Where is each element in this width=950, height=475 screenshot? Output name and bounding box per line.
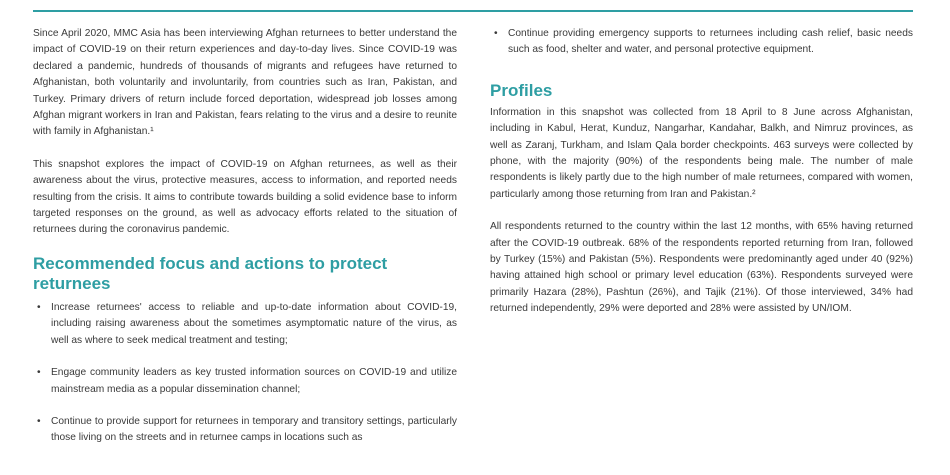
list-item-text: Engage community leaders as key trusted information sources on COVID-19 and utilize mainstream media as a popular dissemination channel; — [51, 367, 457, 395]
bullet-icon: • — [37, 367, 41, 379]
list-item — [33, 414, 457, 447]
list-item-text: Continue to provide support for returnees in temporary and transitory settings, particularly those living on the streets and in returnee camps in locations such as — [51, 415, 457, 444]
recommended-list-continued — [490, 26, 913, 59]
recommended-list — [33, 300, 457, 447]
list-item — [33, 365, 457, 398]
list-item — [490, 26, 913, 59]
intro-paragraph-1: Since April 2020, MMC Asia has been interviewing Afghan returnees to better understand the impact of COVID-19 on their return experiences and day-to-day lives. Since COVID-19 was declared a pandemic, hundreds of thousands of migrants and refugees have returned to Afghanistan, both voluntarily and involuntarily, from countries such as Iran, Pakistan, and Turkey. Primary drivers of return include forced deportation, widespread job losses among Afghan migrant workers in Iran and Pakistan, fears relating to the virus and a desire to reunite with family in Afghanistan.¹ — [33, 28, 457, 138]
right-column — [490, 26, 913, 318]
intro-paragraph-2: This snapshot explores the impact of COVID-19 on Afghan returnees, as well as their awareness about the virus, protective measures, access to information, and reported needs resulting from the crisis. It aims to contribute towards building a solid evidence base to inform targeted responses on the ground, as well as advocacy efforts related to the situation of returnees during the coronavirus pandemic. — [33, 158, 457, 236]
bullet-icon: • — [37, 415, 41, 427]
profiles-paragraph-1: Information in this snapshot was collected from 18 April to 8 June across Afghanistan, including in Kabul, Herat, Kunduz, Nangarhar, Kandahar, Balkh, and Nimruz provinces, as well as Zaranj, Turkham, and Islam Qala border checkpoints. 463 surveys were collected by phone, with the majority (90%) of the respondents being male. The number of male respondents is likely partly due to the high number of male returnees, compared with women, particularly among those returning from Iran and Pakistan.² — [490, 106, 913, 200]
profiles-heading: Profiles — [490, 80, 553, 100]
recommended-heading: Recommended focus and actions to protect returnees — [33, 253, 388, 293]
bullet-icon: • — [494, 28, 498, 39]
left-column — [33, 26, 457, 447]
list-item-text: Increase returnees' access to reliable and up-to-date information about COVID-19, including raising awareness about the sometimes asymptomatic nature of the virus, as well as where to seek medical treatment and testing; — [51, 301, 457, 346]
list-item-text: Continue providing emergency supports to returnees including cash relief, basic needs such as food, shelter and water, and personal protective equipment. — [508, 28, 913, 56]
bullet-icon: • — [37, 301, 41, 313]
list-item — [33, 300, 457, 349]
top-divider — [33, 10, 913, 12]
profiles-paragraph-2: All respondents returned to the country within the last 12 months, with 65% having returned after the COVID-19 outbreak. 68% of the respondents reported returning from Iran, followed by Turkey (15%) and Pakistan (5%). Respondents were predominantly aged under 40 (92%) having attained high school or primary level education (63%). Respondents surveyed were primarily Hazara (28%), Pashtun (26%), and Tajik (21%). Of those interviewed, 34% had returned independently, 29% were deported and 28% were assisted by UN/IOM. — [490, 221, 913, 315]
